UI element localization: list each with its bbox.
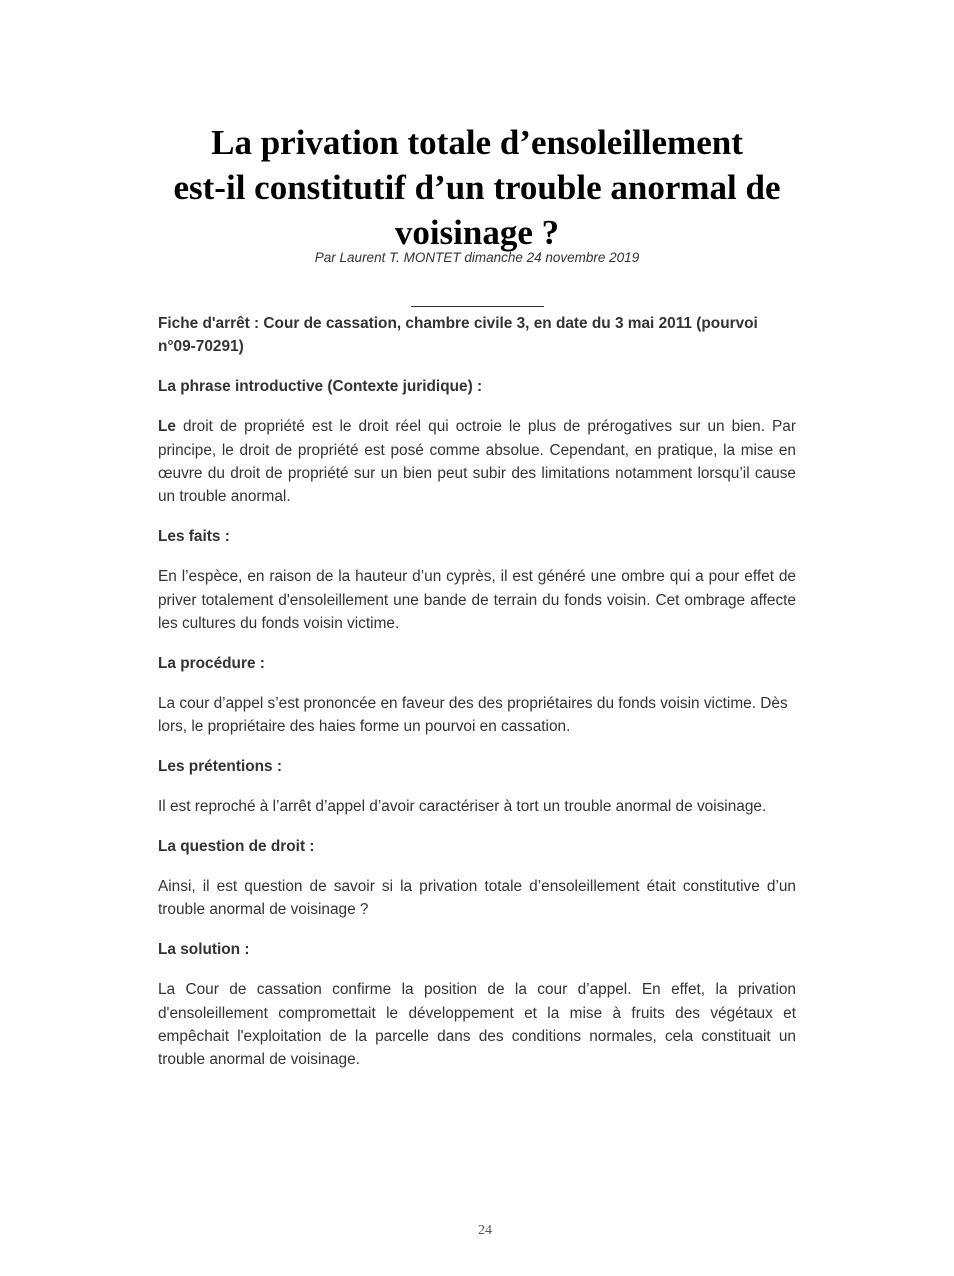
author-byline: Par Laurent T. MONTET dimanche 24 novembre 2019 [314,250,640,265]
solution-paragraph: La Cour de cassation confirme la position de la cour d’appel. En effet, la privation d'ensoleillement compromettait le développement et la mise à fruits des végétaux et empêchait l'exploitation de la parcelle dans des conditions normales, cela constituait un trouble anormal de voisinage. [158,981,796,1069]
intro-lead-word: Le [158,418,176,436]
claims-paragraph: Il est reproché à l’arrêt d’appel d’avoir caractériser à tort un trouble anormal de voisinage. [158,798,767,816]
intro-heading: La phrase introductive (Contexte juridique) : [158,378,483,396]
facts-paragraph: En l’espèce, en raison de la hauteur d’un cyprès, il est généré une ombre qui a pour effet de priver totalement d'ensoleillement une bande de terrain du fonds voisin. Cet ombrage affecte les cultures du fonds voisin victime. [158,568,796,633]
facts-heading: Les faits : [158,528,230,546]
procedure-paragraph: La cour d’appel s’est prononcée en faveur des des propriétaires du fonds voisin victime. Dès lors, le propriétaire des haies forme un pourvoi en cassation. [158,694,788,736]
intro-paragraph [158,415,796,509]
question-paragraph: Ainsi, il est question de savoir si la privation totale d’ensoleillement était constitutive d’un trouble anormal de voisinage ? [158,877,796,919]
title-line-3: voisinage ? [394,213,560,252]
title-divider [411,306,544,307]
title-line-2: est-il constitutif d’un trouble anormal de [173,168,781,207]
page-number: 24 [478,1223,492,1238]
question-heading: La question de droit : [158,838,315,855]
title-line-1: La privation totale d’ensoleillement [211,123,743,162]
case-reference: Fiche d'arrêt : Cour de cassation, chambre civile 3, en date du 3 mai 2011 (pourvoi n°09-70291) [158,315,758,356]
page-title [120,120,834,255]
intro-text: droit de propriété est le droit réel qui octroie le plus de prérogatives sur un bien. Par principe, le droit de propriété est posé comme absolue. Cependant, en pratique, la mise en œuvre du droit de propriété sur un bien peut subir des limitations notamment lorsqu’il cause un trouble anormal. [158,418,796,506]
article-body [158,312,796,1088]
procedure-heading: La procédure : [158,654,265,672]
claims-heading: Les prétentions : [158,758,282,776]
solution-heading: La solution : [158,941,250,959]
